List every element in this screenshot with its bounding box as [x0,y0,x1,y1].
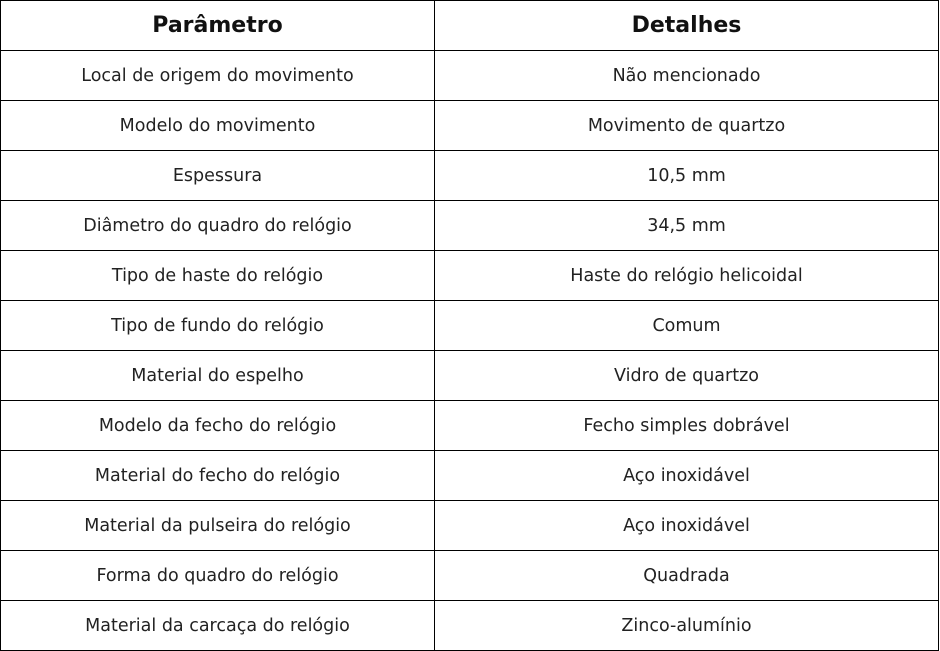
cell-details: Zinco-alumínio [435,601,939,651]
cell-details: Fecho simples dobrável [435,401,939,451]
header-details: Detalhes [435,1,939,51]
table-row [1,251,939,301]
cell-details: 10,5 mm [435,151,939,201]
table-row [1,201,939,251]
table-row [1,451,939,501]
table-row [1,401,939,451]
cell-parameter: Material da carcaça do relógio [1,601,435,651]
header-parameter: Parâmetro [1,1,435,51]
table-row [1,101,939,151]
cell-details: Não mencionado [435,51,939,101]
header-row [1,1,939,51]
cell-parameter: Material do espelho [1,351,435,401]
cell-details: Haste do relógio helicoidal [435,251,939,301]
cell-details: Aço inoxidável [435,501,939,551]
cell-parameter: Espessura [1,151,435,201]
cell-parameter: Modelo do movimento [1,101,435,151]
table-row [1,551,939,601]
cell-parameter: Material do fecho do relógio [1,451,435,501]
cell-details: Aço inoxidável [435,451,939,501]
cell-details: Comum [435,301,939,351]
table-header [1,1,939,51]
table-row [1,601,939,651]
cell-parameter: Tipo de fundo do relógio [1,301,435,351]
table-row [1,51,939,101]
cell-parameter: Diâmetro do quadro do relógio [1,201,435,251]
cell-details: Vidro de quartzo [435,351,939,401]
cell-details: Movimento de quartzo [435,101,939,151]
table-row [1,351,939,401]
cell-parameter: Local de origem do movimento [1,51,435,101]
cell-parameter: Forma do quadro do relógio [1,551,435,601]
table-body [1,51,939,651]
cell-details: Quadrada [435,551,939,601]
cell-parameter: Modelo da fecho do relógio [1,401,435,451]
cell-details: 34,5 mm [435,201,939,251]
table-row [1,301,939,351]
cell-parameter: Tipo de haste do relógio [1,251,435,301]
table-row [1,151,939,201]
table-row [1,501,939,551]
cell-parameter: Material da pulseira do relógio [1,501,435,551]
